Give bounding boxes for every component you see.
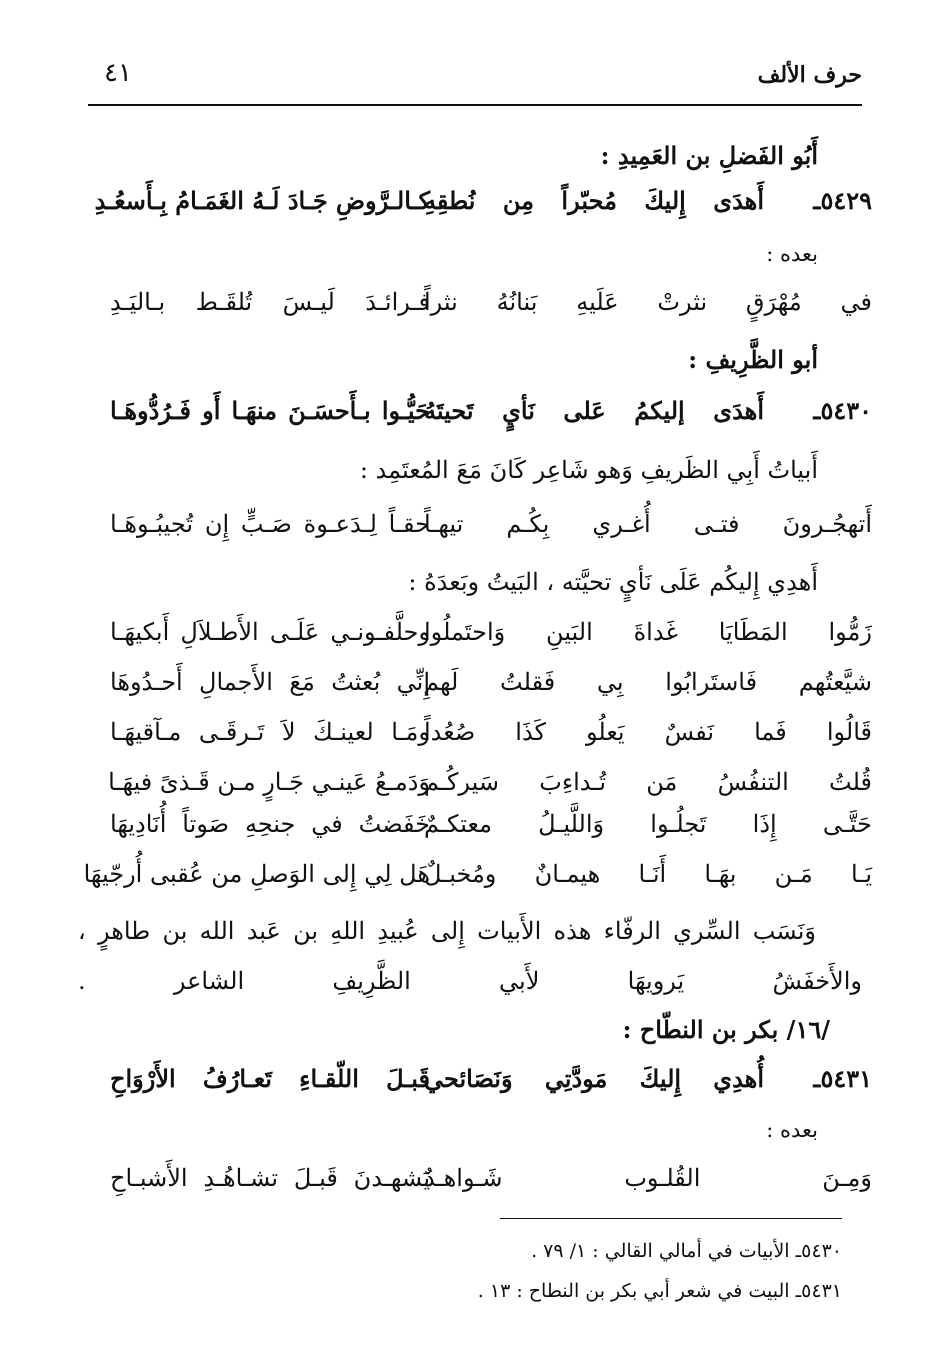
header-rule [88,104,862,106]
verse-number: ٥٤٣١ـ [813,1064,872,1093]
verse-number: ٥٤٣٠ـ [813,396,872,425]
verse-row [80,810,872,850]
first-hemistich: في مُهْرَقٍ نثرتْ عَلَيهِ بَنانُهُ نثراً [424,288,872,316]
second-hemistich: حقـاً لِـدَعـوة صَـبٍّ إِن تُجيبُـوهَـا [110,510,430,538]
verse-row [80,288,872,328]
footnote-rule [500,1218,842,1219]
first-hemistich: زَمُّوا المَطَايَا غَداةَ البَينِ وَاحتَملُوا [424,618,872,646]
poet-name: /١٦/ بكر بن النطّاح : [622,1015,830,1044]
after-label: بعده : [766,242,818,266]
verse-row [80,768,872,808]
verse-row [80,618,872,658]
verse-row [80,718,872,758]
page-number: ٤١ [104,58,132,88]
first-hemistich: حَتَّـى إِذَا تَجلُـوا وَاللَّيـلُ معتكـمٌ [424,810,872,838]
first-hemistich: وَمِـنَ القُلـوب شَـواهـدٌ [424,1164,872,1192]
second-hemistich: إِنِّي بُعثتُ مَعَ الأَجمالِ أَحـدُوهَا [110,668,430,696]
poet-name: أَبُو الفَضلِ بن العَمِيدِ : [600,141,818,170]
after-label: بعده : [766,1118,818,1142]
second-hemistich: ومَـا لعينـكَ لاَ تَـرقَـى مـآقيهَـا [110,718,430,746]
first-hemistich: أَهدَى إِليكَ مُحبّراً مِن نُطقِهِ [424,186,764,215]
first-hemistich: قُلتُ التنفُسُ مَن تُـداءِبَ سَيركُـم [424,768,872,796]
running-title: حرف الألف [757,62,862,88]
second-hemistich: خَفَضتُ في جنحِهِ صَوتاً أُنَادِيهَا [110,810,430,838]
second-hemistich: كـالـرَّوضِ جَـادَ لَـهُ الغَمَـامُ بِـأَسعُـدِ [94,186,430,215]
attribution-note: وَنَسَب السِّري الرفّاء هذه الأَبيات إِلى عُبيدِ اللهِ بن عَبد الله بن طاهرٍ ، والأَخفَشُ يَرويهَا لأَبي الظَّرِيفِ الشاعر . [78,917,862,995]
verse-row [80,510,872,550]
first-hemistich: شيَّعتُهم فَاستَرابُوا بِي فَقلتُ لَهم [424,668,872,696]
second-hemistich: وحلَّفـونـي عَلَـى الأَطـلاَلِ أَبكيهَـا [110,618,430,646]
first-hemistich: يَـا مَـن بهَـا أَنَـا هيمـانٌ ومُخبـلٌ [424,860,872,888]
intro-line: أَهدِي إِليكُم عَلَى نَأيٍ تحيَّته ، البَيتُ وبَعدَهُ : [408,568,818,596]
first-hemistich: قَالُوا فَما نَفسٌ يَعلُو كَذَا صُعُداً [424,718,872,746]
second-hemistich: يَشهـدنَ قَبـلَ تشـاهُـدِ الأَشبـاحِ [110,1164,430,1192]
second-hemistich: فـرائـدَ لَيـسَ تُلقَـط بـاليَـدِ [110,288,430,316]
verse-number: ٥٤٢٩ـ [813,186,872,215]
footnote: ٥٤٣٠ـ الأبيات في أمالي القالي : ١/ ٧٩ . [531,1240,842,1262]
second-hemistich: وَدَمـعُ عَينـي جَـارٍ مـن قَـذىً فيهَـا [108,768,430,796]
verse-row [80,1064,872,1104]
second-hemistich: حَيُّـوا بـأَحسَـنَ منهَـا أَو فَـرُدُّوهَـا [110,396,430,425]
intro-line: أَبياتُ أَبِي الظَريفِ وَهو شَاعِر كَانَ مَعَ المُعتَمِد : [359,456,818,484]
second-hemistich: قَبـلَ اللّقـاءِ تَعـارُفُ الأَرْوَاحِ [110,1064,430,1093]
footnote: ٥٤٣١ـ البيت في شعر أبي بكر بن النطاح : ١٣ . [477,1280,842,1302]
verse-row [80,668,872,708]
verse-row [80,1164,872,1204]
first-hemistich: أَهدَى إليكمُ عَلى نَأيٍ تَحيتَهُ [424,396,764,425]
poet-name: أبو الظَّرِيفِ : [688,345,818,374]
second-hemistich: هَل لِي إِلى الوَصلِ من عُقبى أُرجّيهَا [83,860,430,888]
verse-row [80,860,872,900]
verse-row [80,396,872,436]
verse-row [80,186,872,226]
first-hemistich: أُهدِي إِليكَ مَودَّتِي وَنَصَائحي [424,1064,764,1093]
first-hemistich: أَتهجُـرونَ فتـى أُغـري بِكُـم تيهـاً [424,510,872,538]
